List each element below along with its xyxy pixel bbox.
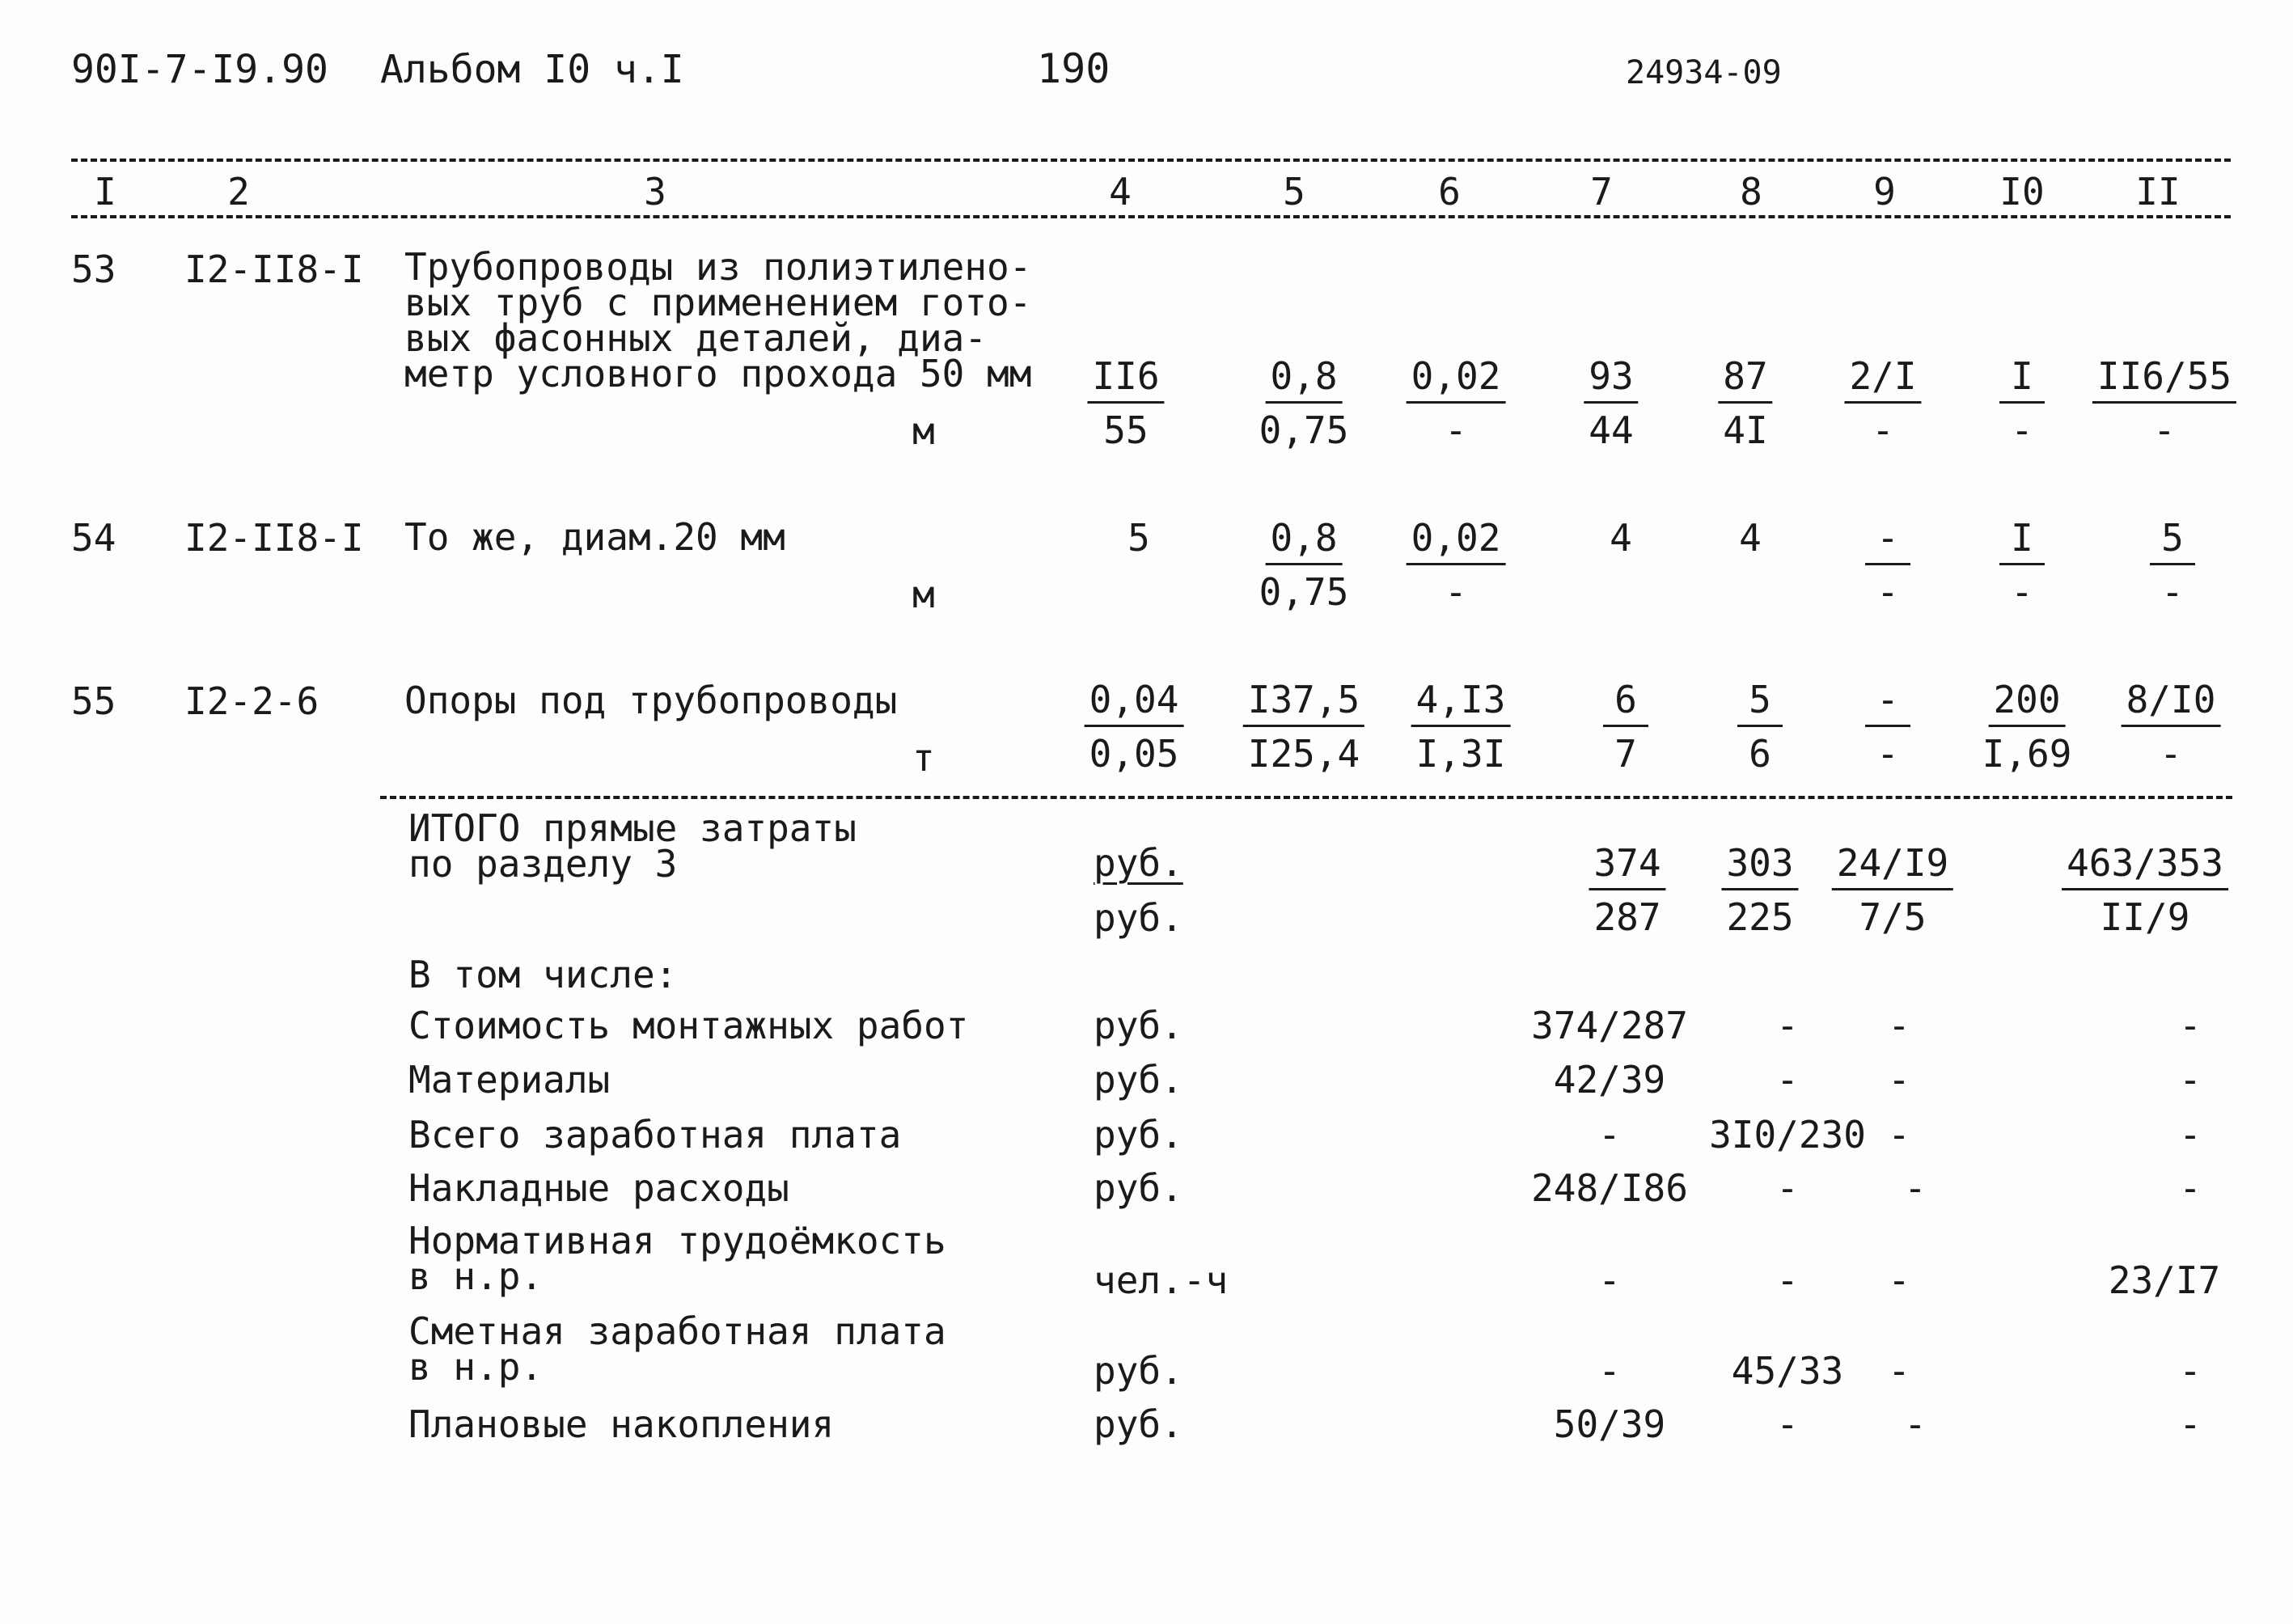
col-num-11: II [2135, 170, 2181, 214]
header-bottom-rule [71, 215, 2231, 218]
breakdown-c11: - [2179, 1349, 2202, 1393]
totals-c11: $\frac{463/353}{II/9}$ [2062, 844, 2228, 936]
including-label: В том числе: [408, 953, 678, 996]
breakdown-unit: руб. [1094, 1349, 1183, 1393]
breakdown-c9: - [1888, 1058, 1910, 1102]
cell-c7: 4 [1610, 516, 1632, 560]
cell-c4: $\frac{II6}{55}$ [1087, 357, 1164, 449]
cell-c11: II6/55 - [2092, 357, 2236, 449]
cell-c7: $\frac{93}{44}$ [1584, 357, 1638, 449]
breakdown-unit: руб. [1094, 1004, 1183, 1047]
cell-c6: $\frac{4,I3}{I,3I}$ [1411, 681, 1511, 772]
cell-c10: $\frac{200}{I,69}$ [1982, 678, 2072, 776]
cell-c11: 8/I0 - [2122, 681, 2221, 772]
row-description: Трубопроводы из полиэтилено- вых труб с применением гото- вых фасонных деталей, диа- метр условного прохода 50 мм [404, 245, 1032, 395]
row-code: I2-II8-I [184, 247, 364, 291]
totals-c7: $\frac{374}{287}$ [1589, 844, 1665, 936]
header-top-rule [71, 159, 2231, 162]
breakdown-c11: - [2179, 1113, 2202, 1157]
breakdown-unit: руб. [1094, 1402, 1183, 1446]
totals-c9: $\frac{24/I9}{7/5}$ [1832, 844, 1953, 936]
breakdown-c8: - [1776, 1166, 1799, 1210]
col-num-2: 2 [227, 170, 250, 214]
breakdown-c9: - [1888, 1113, 1910, 1157]
breakdown-label: Всего заработная плата [408, 1113, 902, 1157]
breakdown-c7: 42/39 [1553, 1058, 1666, 1102]
totals-c8: $\frac{303}{225}$ [1721, 844, 1798, 936]
col-num-5: 5 [1283, 170, 1305, 214]
document-code: 90I-7-I9.90 [71, 47, 328, 92]
cell-c4: 5 [1127, 516, 1150, 560]
breakdown-label: Накладные расходы [408, 1166, 789, 1210]
cell-c5: $\frac{0,8}{0,75}$ [1259, 354, 1349, 452]
breakdown-c7: 50/39 [1553, 1402, 1666, 1446]
cell-c4: $\frac{0,04}{0,05}$ [1085, 681, 1184, 772]
breakdown-c7: - [1598, 1349, 1621, 1393]
cell-c8: 4 [1739, 516, 1762, 560]
row-unit: т [912, 736, 935, 780]
breakdown-unit: чел.-ч [1094, 1258, 1229, 1302]
document-number: 24934-09 [1626, 54, 1782, 91]
breakdown-c9: - [1888, 1258, 1910, 1302]
album-label: Альбом I0 ч.I [380, 47, 684, 92]
breakdown-c9: - [1888, 1349, 1910, 1393]
col-num-8: 8 [1740, 170, 1762, 214]
breakdown-label: Плановые накопления [408, 1402, 835, 1446]
row-number: 55 [71, 679, 116, 723]
cell-c5: $\frac{I37,5}{I25,4}$ [1243, 681, 1364, 772]
col-num-7: 7 [1590, 170, 1613, 214]
totals-separator [380, 796, 2232, 799]
breakdown-c9: - [1904, 1402, 1927, 1446]
cell-c8: $\frac{87}{4I}$ [1718, 357, 1772, 449]
breakdown-c11: - [2179, 1058, 2202, 1102]
breakdown-c8: 3I0/230 [1709, 1113, 1866, 1157]
row-number: 54 [71, 516, 116, 560]
breakdown-c7: 374/287 [1531, 1004, 1688, 1047]
breakdown-c11: - [2179, 1166, 2202, 1210]
cell-c11: 5 - [2150, 519, 2195, 611]
breakdown-c8: - [1776, 1258, 1799, 1302]
cell-c9: 2/I - [1844, 357, 1921, 449]
cell-c8: $\frac{5}{6}$ [1737, 681, 1783, 772]
breakdown-c11: - [2179, 1004, 2202, 1047]
totals-label: ИТОГО прямые затраты по разделу 3 [408, 806, 857, 886]
breakdown-c9: - [1904, 1166, 1927, 1210]
col-num-6: 6 [1438, 170, 1461, 214]
col-num-9: 9 [1873, 170, 1896, 214]
breakdown-c8: 45/33 [1731, 1349, 1844, 1393]
breakdown-c11: 23/I7 [2108, 1258, 2221, 1302]
col-num-4: 4 [1109, 170, 1132, 214]
breakdown-c7: - [1598, 1113, 1621, 1157]
breakdown-unit: руб. [1094, 1113, 1183, 1157]
row-description: То же, диам.20 мм [404, 515, 785, 559]
row-number: 53 [71, 247, 116, 291]
col-num-1: I [94, 170, 116, 214]
breakdown-c9: - [1888, 1004, 1910, 1047]
cell-c6: 0,02 - [1407, 357, 1506, 449]
totals-unit-bottom: руб. [1094, 896, 1183, 940]
cell-c10: I - [1999, 357, 2045, 449]
breakdown-label: Стоимость монтажных работ [408, 1004, 969, 1047]
row-code: I2-2-6 [184, 679, 319, 723]
breakdown-c8: - [1776, 1402, 1799, 1446]
breakdown-unit: руб. [1094, 1166, 1183, 1210]
cell-c7: $\frac{6}{7}$ [1603, 681, 1648, 772]
row-unit: м [912, 573, 935, 616]
page-number: 190 [1037, 45, 1111, 92]
breakdown-c8: - [1776, 1004, 1799, 1047]
cell-c10: I - [1999, 519, 2045, 611]
cell-c9: - - [1865, 681, 1910, 772]
breakdown-label: Сметная заработная плата в н.р. [408, 1309, 946, 1389]
breakdown-label: Нормативная трудоёмкость в н.р. [408, 1219, 946, 1298]
col-num-10: I0 [1999, 170, 2045, 214]
row-unit: м [912, 409, 935, 453]
breakdown-c7: - [1598, 1258, 1621, 1302]
breakdown-c11: - [2179, 1402, 2202, 1446]
breakdown-c7: 248/I86 [1531, 1166, 1688, 1210]
cell-c5: $\frac{0,8}{0,75}$ [1259, 516, 1349, 614]
cell-c9: - - [1865, 519, 1910, 611]
row-code: I2-II8-I [184, 516, 364, 560]
cell-c6: 0,02 - [1407, 519, 1506, 611]
breakdown-unit: руб. [1094, 1058, 1183, 1102]
breakdown-label: Материалы [408, 1058, 611, 1102]
totals-unit-top: руб. [1094, 841, 1183, 885]
breakdown-c8: - [1776, 1058, 1799, 1102]
col-num-3: 3 [644, 170, 666, 214]
row-description: Опоры под трубопроводы [404, 679, 898, 722]
